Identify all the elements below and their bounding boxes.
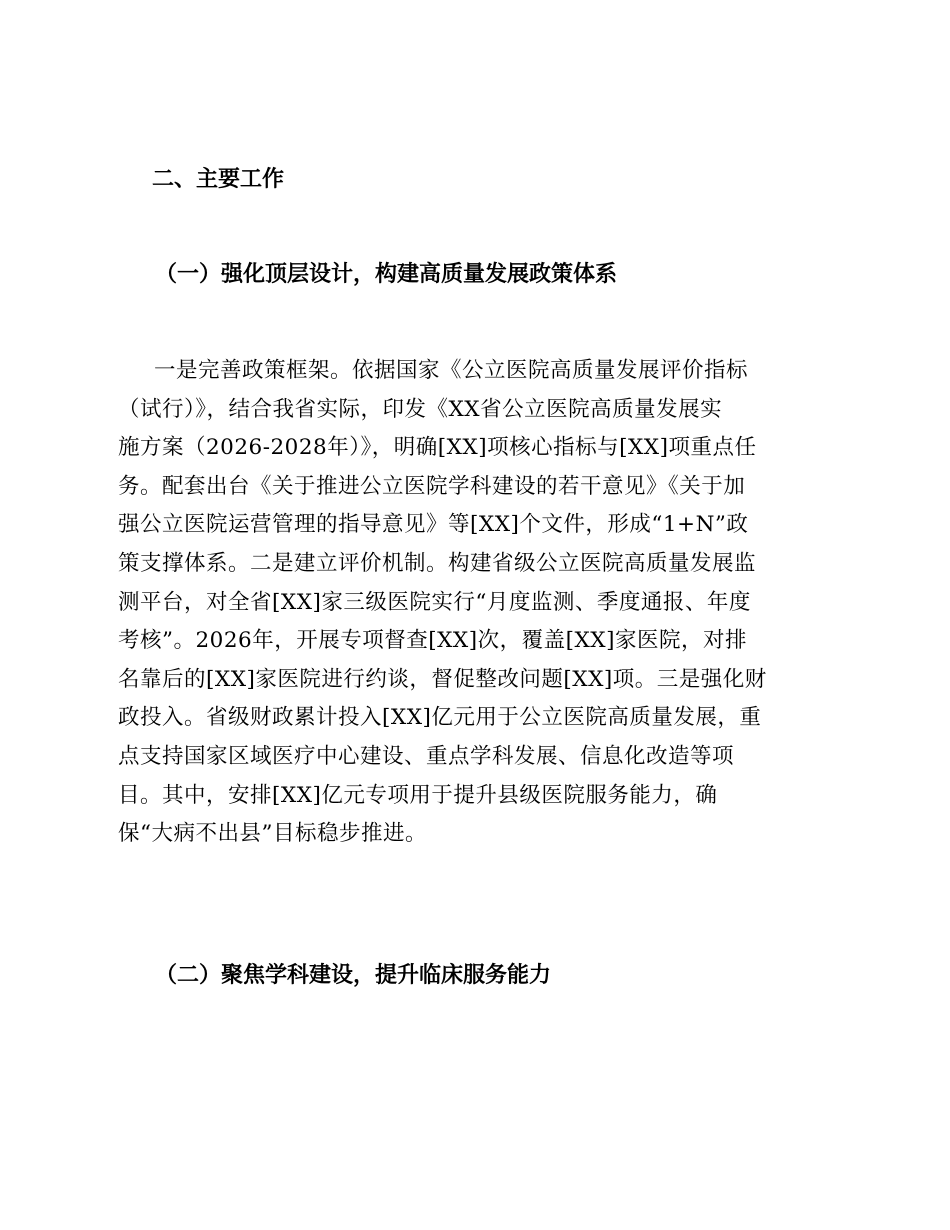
paragraph-line: 一是完善政策框架。依据国家《公立医院高质量发展评价指标 — [154, 358, 749, 383]
paragraph-line: 施方案（2026-2028年）》，明确[XX]项核心指标与[XX]项重点任 — [118, 435, 757, 461]
subsection-heading-1: （一）强化顶层设计，构建高质量发展政策体系 — [155, 261, 618, 287]
subsection-heading-2: （二）聚焦学科建设，提升临床服务能力 — [155, 962, 552, 988]
paragraph-line: 强公立医院运营管理的指导意见》等[XX]个文件，形成“1+N”政 — [118, 512, 749, 538]
paragraph-line: 点支持国家区域医疗中心建设、重点学科发展、信息化改造等项 — [118, 743, 735, 769]
paragraph-line: 务。配套出台《关于推进公立医院学科建设的若干意见》《关于加 — [118, 473, 746, 499]
paragraph-line: 测平台，对全省[XX]家三级医院实行“月度监测、季度通报、年度 — [118, 589, 751, 615]
paragraph-line: 考核”。2026年，开展专项督查[XX]次，覆盖[XX]家医院，对排 — [118, 628, 747, 654]
section-heading: 二、主要工作 — [152, 166, 285, 192]
paragraph-line: 目。其中，安排[XX]亿元专项用于提升县级医院服务能力，确 — [118, 782, 718, 808]
paragraph-line: 策支撑体系。二是建立评价机制。构建省级公立医院高质量发展监 — [118, 550, 757, 576]
paragraph-line: 保“大病不出县”目标稳步推进。 — [118, 821, 427, 847]
body-paragraph — [118, 352, 834, 854]
paragraph-line: 名靠后的[XX]家医院进行约谈，督促整改问题[XX]项。三是强化财 — [118, 666, 767, 692]
paragraph-line: 政投入。省级财政累计投入[XX]亿元用于公立医院高质量发展，重 — [118, 705, 762, 731]
paragraph-line: （试行）》，结合我省实际，印发《XX省公立医院高质量发展实 — [118, 396, 723, 422]
